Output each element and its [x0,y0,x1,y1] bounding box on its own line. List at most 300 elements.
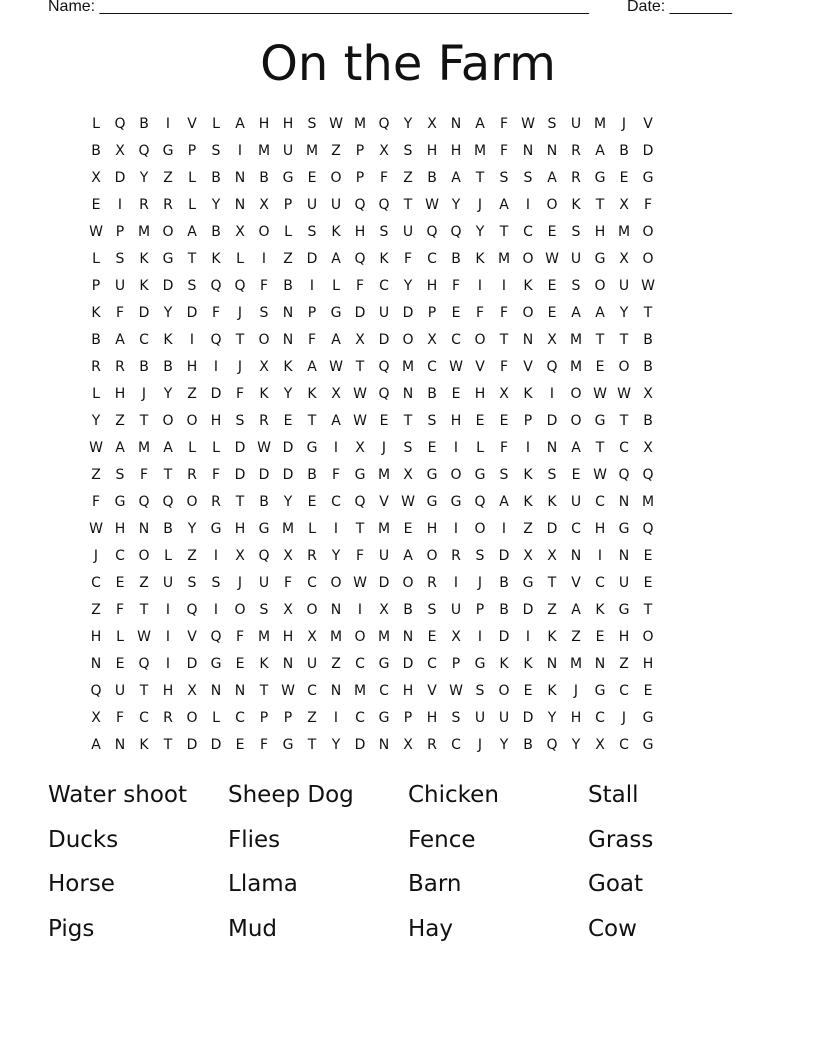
grid-cell: O [306,602,318,618]
grid-cell: L [212,710,220,726]
grid-cell: U [306,656,318,672]
grid-cell: Z [307,710,317,726]
grid-cell: H [618,629,630,645]
grid-cell: L [188,197,196,213]
grid-row [84,111,732,138]
grid-cell: W [89,440,103,456]
grid-cell: O [522,305,534,321]
grid-cell: T [595,332,605,348]
grid-cell: Y [547,710,557,726]
grid-cell: G [642,170,654,186]
grid-cell: I [165,629,171,645]
grid-cell: Z [163,170,173,186]
grid-cell: A [595,305,605,321]
grid-cell: A [187,224,197,240]
grid-cell: W [521,116,535,132]
grid-cell: E [475,413,485,429]
grid-cell: T [187,251,197,267]
grid-cell: S [475,548,485,564]
grid-cell: C [379,278,389,294]
grid-cell: K [523,467,533,483]
grid-cell: H [570,710,582,726]
grid-cell: W [617,386,631,402]
grid-cell: I [189,332,195,348]
grid-cell: O [546,197,558,213]
grid-cell: O [330,575,342,591]
grid-cell: P [355,170,365,186]
grid-cell: G [426,494,438,510]
grid-cell: K [547,494,557,510]
grid-cell: P [283,197,293,213]
grid-cell: F [259,737,269,753]
grid-cell: C [355,710,365,726]
word-item: Mud [228,915,278,942]
grid-cell: U [114,278,126,294]
grid-cell: S [475,683,485,699]
name-field[interactable]: Name: _______________________________________________________ [48,0,589,15]
grid-cell: M [377,521,391,537]
grid-cell: I [525,440,531,456]
grid-cell: H [282,629,294,645]
grid-cell: Q [642,521,654,537]
grid-cell: P [187,143,197,159]
grid-cell: H [402,683,414,699]
grid-cell: F [379,170,389,186]
grid-cell: N [618,494,630,510]
grid-cell: Q [378,197,390,213]
grid-cell: K [259,656,269,672]
grid-cell: X [235,548,245,564]
grid-cell: O [570,386,582,402]
grid-cell: F [283,575,293,591]
grid-cell: I [453,521,459,537]
grid-cell: T [619,413,629,429]
grid-cell: M [305,143,319,159]
grid-cell: V [187,116,197,132]
grid-cell: Z [139,575,149,591]
grid-cell: W [425,197,439,213]
grid-cell: Y [187,521,197,537]
grid-cell: D [498,548,510,564]
grid-cell: O [474,521,486,537]
grid-cell: O [186,710,198,726]
grid-cell: M [353,683,367,699]
grid-cell: K [283,359,293,375]
grid-cell: Y [475,224,485,240]
grid-cell: A [403,548,413,564]
grid-cell: Q [474,494,486,510]
grid-cell: E [619,170,629,186]
grid-cell: S [211,143,221,159]
grid-cell: S [115,467,125,483]
grid-cell: D [186,656,198,672]
grid-cell: U [498,710,510,726]
grid-cell: O [594,278,606,294]
grid-cell: W [89,224,103,240]
grid-cell: H [354,224,366,240]
grid-cell: S [427,602,437,618]
grid-cell: N [570,548,582,564]
grid-cell: O [162,413,174,429]
grid-cell: C [619,737,629,753]
grid-cell: X [427,116,437,132]
grid-cell: C [115,548,125,564]
grid-cell: F [499,440,509,456]
grid-cell: W [89,521,103,537]
grid-cell: F [331,467,341,483]
word-item: Flies [228,826,281,853]
grid-cell: X [427,332,437,348]
grid-cell: Y [403,278,413,294]
grid-cell: G [618,602,630,618]
grid-cell: S [547,467,557,483]
grid-cell: E [115,656,125,672]
grid-cell: N [618,548,630,564]
grid-cell: I [309,278,315,294]
grid-cell: D [210,737,222,753]
grid-cell: W [449,359,463,375]
grid-cell: B [427,170,437,186]
grid-cell: I [165,602,171,618]
grid-cell: W [449,683,463,699]
grid-cell: N [522,332,534,348]
grid-cell: H [426,521,438,537]
grid-cell: A [547,170,557,186]
grid-cell: X [259,359,269,375]
grid-cell: H [162,683,174,699]
word-list-row [48,777,788,822]
date-field[interactable]: Date: _______ [627,0,732,15]
grid-cell: X [283,548,293,564]
grid-row [84,354,732,381]
grid-cell: Q [210,278,222,294]
grid-cell: Z [331,143,341,159]
grid-cell: E [547,305,557,321]
grid-cell: V [475,359,485,375]
grid-cell: W [137,629,151,645]
grid-cell: M [281,521,295,537]
grid-row [84,327,732,354]
grid-cell: E [403,521,413,537]
grid-cell: K [523,656,533,672]
grid-cell: I [261,251,267,267]
grid-cell: P [451,656,461,672]
grid-cell: L [284,224,292,240]
grid-cell: Z [115,413,125,429]
grid-cell: I [117,197,123,213]
word-item: Ducks [48,826,119,853]
grid-cell: E [523,683,533,699]
grid-cell: L [332,278,340,294]
grid-cell: T [595,440,605,456]
grid-cell: U [570,494,582,510]
grid-cell: J [381,440,387,456]
grid-cell: R [571,170,581,186]
grid-cell: Q [354,494,366,510]
grid-cell: K [211,251,221,267]
grid-cell: G [162,143,174,159]
grid-cell: Q [210,629,222,645]
grid-cell: Y [283,494,293,510]
grid-cell: F [115,602,125,618]
grid-cell: G [330,305,342,321]
grid-cell: R [187,467,197,483]
grid-cell: K [547,629,557,645]
grid-cell: Y [283,386,293,402]
grid-cell: D [522,710,534,726]
grid-cell: G [354,467,366,483]
grid-cell: E [379,413,389,429]
grid-cell: O [258,224,270,240]
grid-cell: M [137,224,151,240]
grid-cell: C [619,683,629,699]
grid-row [84,516,732,543]
grid-cell: O [354,629,366,645]
grid-cell: C [619,440,629,456]
grid-cell: B [451,251,461,267]
grid-cell: Q [210,332,222,348]
grid-cell: F [235,386,245,402]
grid-cell: R [427,737,437,753]
grid-cell: G [594,413,606,429]
grid-cell: S [499,467,509,483]
grid-cell: I [333,440,339,456]
grid-cell: R [451,548,461,564]
grid-cell: Z [91,467,101,483]
word-item: Pigs [48,915,95,942]
grid-cell: I [237,143,243,159]
grid-cell: S [523,170,533,186]
grid-cell: S [307,116,317,132]
grid-cell: I [213,548,219,564]
grid-cell: O [186,494,198,510]
word-item: Hay [408,915,454,942]
grid-cell: P [403,710,413,726]
grid-cell: M [569,359,583,375]
grid-cell: D [354,737,366,753]
grid-cell: O [186,413,198,429]
grid-cell: W [353,386,367,402]
grid-cell: Q [378,359,390,375]
grid-cell: O [258,332,270,348]
grid-cell: H [450,413,462,429]
grid-cell: U [330,197,342,213]
grid-cell: P [91,278,101,294]
grid-cell: S [115,251,125,267]
grid-cell: G [522,575,534,591]
grid-cell: A [595,143,605,159]
grid-cell: R [91,359,101,375]
grid-cell: Y [499,737,509,753]
grid-cell: T [499,332,509,348]
grid-cell: G [642,710,654,726]
grid-cell: Q [426,224,438,240]
grid-cell: S [259,602,269,618]
grid-cell: E [427,440,437,456]
grid-cell: O [402,332,414,348]
grid-cell: A [571,602,581,618]
grid-row [84,138,732,165]
grid-cell: W [353,413,367,429]
word-item: Llama [228,871,298,897]
grid-cell: O [642,629,654,645]
grid-cell: Q [618,467,630,483]
grid-cell: Y [571,737,581,753]
grid-cell: A [235,116,245,132]
grid-cell: D [258,467,270,483]
grid-cell: A [307,359,317,375]
grid-cell: X [619,197,629,213]
grid-cell: J [237,575,243,591]
grid-cell: D [186,737,198,753]
grid-cell: D [402,656,414,672]
grid-row [84,543,732,570]
grid-cell: M [569,656,583,672]
grid-cell: Z [523,521,533,537]
grid-cell: E [595,359,605,375]
grid-row [84,705,732,732]
grid-cell: X [595,737,605,753]
grid-cell: I [549,386,555,402]
grid-cell: C [571,521,581,537]
grid-cell: Z [187,548,197,564]
grid-cell: W [329,116,343,132]
grid-cell: H [186,359,198,375]
grid-cell: F [115,710,125,726]
grid-cell: Q [354,197,366,213]
grid-cell: M [377,629,391,645]
grid-cell: B [139,116,149,132]
grid-row [84,489,732,516]
grid-cell: L [188,440,196,456]
grid-cell: N [114,737,126,753]
grid-cell: O [618,359,630,375]
grid-cell: E [571,467,581,483]
grid-cell: R [163,197,173,213]
grid-cell: D [546,413,558,429]
grid-cell: Q [162,494,174,510]
grid-cell: O [450,467,462,483]
grid-row [84,624,732,651]
grid-cell: Q [114,116,126,132]
grid-cell: Y [211,197,221,213]
word-list [48,777,788,955]
grid-row [84,165,732,192]
grid-cell: X [307,629,317,645]
grid-cell: U [306,197,318,213]
grid-cell: T [355,521,365,537]
grid-cell: I [165,656,171,672]
grid-cell: E [307,494,317,510]
grid-cell: F [643,197,653,213]
grid-cell: M [641,494,655,510]
grid-cell: F [91,494,101,510]
grid-cell: W [593,467,607,483]
grid-cell: M [329,629,343,645]
grid-cell: O [498,683,510,699]
grid-cell: O [330,170,342,186]
grid-cell: U [162,575,174,591]
grid-cell: U [378,305,390,321]
grid-cell: X [379,143,389,159]
grid-cell: D [498,629,510,645]
grid-cell: C [139,332,149,348]
grid-cell: X [283,602,293,618]
grid-cell: G [642,737,654,753]
grid-cell: I [357,602,363,618]
grid-row [84,651,732,678]
grid-cell: S [427,413,437,429]
grid-cell: G [594,251,606,267]
grid-row [84,435,732,462]
grid-cell: J [237,359,243,375]
grid-cell: I [525,629,531,645]
grid-cell: Q [138,656,150,672]
grid-cell: S [235,413,245,429]
grid-cell: S [571,224,581,240]
grid-cell: I [333,710,339,726]
grid-cell: R [427,575,437,591]
grid-cell: N [90,656,102,672]
grid-cell: G [114,494,126,510]
grid-cell: J [93,548,99,564]
grid-cell: A [115,332,125,348]
grid-cell: O [642,224,654,240]
grid-cell: T [259,683,269,699]
grid-cell: T [499,224,509,240]
grid-cell: S [379,224,389,240]
grid-cell: B [643,332,653,348]
grid-cell: B [523,737,533,753]
grid-cell: G [594,170,606,186]
grid-cell: B [643,359,653,375]
grid-cell: G [282,170,294,186]
grid-cell: Z [571,629,581,645]
grid-cell: L [92,386,100,402]
grid-cell: R [115,359,125,375]
grid-cell: I [213,602,219,618]
grid-cell: I [501,278,507,294]
grid-cell: C [595,494,605,510]
grid-cell: I [597,548,603,564]
grid-cell: O [138,548,150,564]
grid-cell: X [451,629,461,645]
grid-cell: C [427,359,437,375]
grid-cell: T [139,683,149,699]
word-item: Chicken [408,782,499,808]
grid-cell: A [571,440,581,456]
grid-cell: Q [546,359,558,375]
grid-cell: X [91,710,101,726]
grid-cell: J [621,710,627,726]
grid-cell: P [355,143,365,159]
grid-cell: Q [546,737,558,753]
grid-cell: P [259,710,269,726]
grid-cell: N [138,521,150,537]
grid-cell: I [453,440,459,456]
grid-cell: L [476,440,484,456]
grid-cell: B [499,602,509,618]
grid-cell: N [330,602,342,618]
grid-cell: F [211,467,221,483]
grid-cell: F [355,278,365,294]
grid-cell: H [210,413,222,429]
grid-cell: X [619,251,629,267]
grid-cell: W [401,494,415,510]
grid-cell: L [116,629,124,645]
grid-cell: S [403,440,413,456]
grid-cell: P [427,305,437,321]
